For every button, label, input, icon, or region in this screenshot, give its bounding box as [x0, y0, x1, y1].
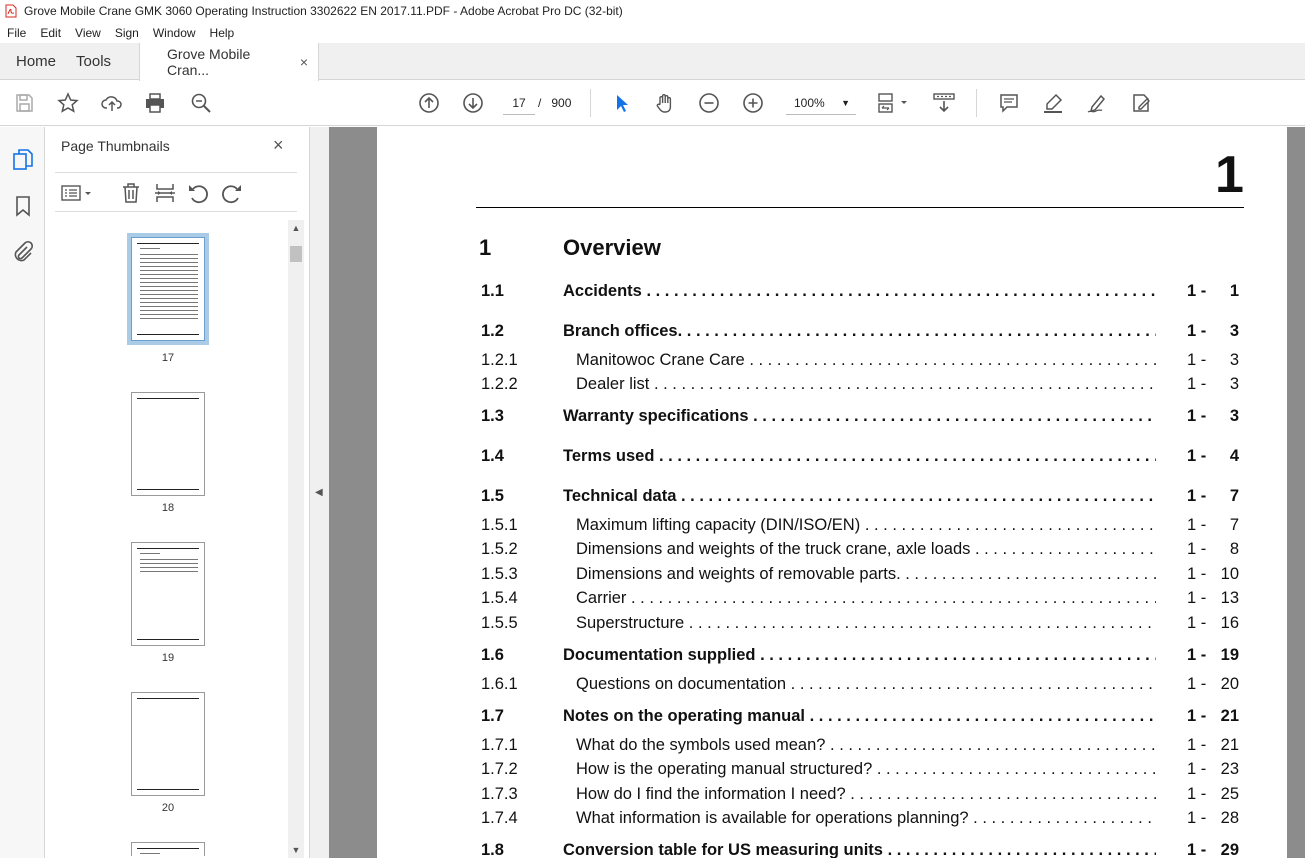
close-tab-icon[interactable]: ×	[299, 54, 309, 70]
toc-entry-page: 3	[1229, 407, 1239, 425]
comment-icon[interactable]	[997, 91, 1021, 115]
toc-entry[interactable]	[481, 785, 1241, 805]
toc-entry-page: 3	[1229, 322, 1239, 340]
toc-entry-title: Carrier . . .	[576, 589, 1156, 608]
toc-entry-title: Terms used . . .	[563, 447, 1156, 466]
toc-entry-page: 25	[1220, 785, 1239, 803]
thumbnail-label: 17	[161, 352, 175, 364]
toc-entry-title: Warranty specifications . . .	[563, 407, 1156, 426]
chapter-rule	[476, 207, 1244, 208]
toc-entry-title: Dimensions and weights of the truck crane, axle loads . . .	[576, 540, 1156, 559]
window-title: Grove Mobile Crane GMK 3060 Operating Instruction 3302622 EN 2017.11.PDF - Adobe Acrobat Pro DC (32-bit)	[24, 4, 623, 18]
highlight-pen-icon[interactable]	[1041, 91, 1065, 115]
toc-entry[interactable]	[481, 614, 1241, 634]
toc-entry-number: 1.5.1	[481, 516, 518, 534]
toc-entry[interactable]	[481, 487, 1241, 507]
toc-entry-number: 1.2.1	[481, 351, 518, 369]
toc-entry-title: Superstructure . . .	[576, 614, 1156, 633]
rotate-counterclockwise-icon[interactable]	[186, 181, 210, 205]
thumbnail-rule	[137, 848, 199, 849]
toc-entry-chapter: 1 -	[1187, 487, 1207, 505]
navigation-rail	[0, 127, 45, 858]
toc-entry-page: 13	[1220, 589, 1239, 607]
toc-entry-title: What do the symbols used mean? . . .	[576, 736, 1156, 755]
toc-entry-number: 1.2	[481, 322, 504, 340]
toc-entry-number: 1.5.2	[481, 540, 518, 558]
toc-entry-title: Manitowoc Crane Care . . .	[576, 351, 1156, 370]
thumbnail-text-line	[140, 853, 160, 854]
thumbnail-rule	[137, 243, 199, 244]
toc-entry[interactable]	[481, 322, 1241, 342]
menu-edit[interactable]: Edit	[40, 25, 62, 40]
toc-entry-number: 1.8	[481, 841, 504, 858]
toc-entry-number: 1.6	[481, 646, 504, 664]
menu-help[interactable]: Help	[209, 25, 235, 40]
thumbnail-text-line	[140, 314, 198, 315]
thumbnail-rule	[137, 698, 199, 699]
tab-home[interactable]	[0, 43, 72, 79]
toolbar-divider	[976, 89, 977, 117]
toc-entry-title: Documentation supplied . . .	[563, 646, 1156, 665]
thumbnail-text-line	[140, 258, 198, 259]
tab-document[interactable]	[139, 43, 319, 81]
toc-entry-number: 1.3	[481, 407, 504, 425]
thumbnail-label: 18	[161, 502, 175, 514]
page-fit-dropdown-icon[interactable]	[876, 91, 910, 115]
zoom-level-value: 100%	[794, 96, 825, 110]
thumbnail-rule	[137, 789, 199, 790]
bookmarks-icon[interactable]	[11, 194, 35, 218]
toc-entry-number: 1.5.4	[481, 589, 518, 607]
toc-entry-page: 3	[1229, 375, 1239, 393]
save-icon[interactable]	[12, 91, 36, 115]
tab-bar	[0, 43, 1305, 80]
toc-entry-page: 19	[1220, 646, 1239, 664]
scrollbar-thumb[interactable]	[290, 246, 302, 262]
toc-entry-title: Maximum lifting capacity (DIN/ISO/EN) . . .	[576, 516, 1156, 535]
pdf-page	[377, 127, 1287, 858]
toc-entry-chapter: 1 -	[1187, 614, 1207, 632]
toc-entry-chapter: 1 -	[1187, 646, 1207, 664]
page-count	[538, 91, 571, 115]
thumbnail-rule	[137, 489, 199, 490]
thumbnail-text-line	[140, 298, 198, 299]
panel-splitter[interactable]	[310, 127, 329, 858]
toc-entry-page: 28	[1220, 809, 1239, 827]
toc-entry-number: 1.5	[481, 487, 504, 505]
scroll-up-icon[interactable]: ▲	[291, 223, 301, 233]
toc-entry-chapter: 1 -	[1187, 785, 1207, 803]
toc-entry-chapter: 1 -	[1187, 516, 1207, 534]
thumbnail-list	[57, 220, 287, 856]
toc-entry-page: 29	[1220, 841, 1239, 858]
menu-sign[interactable]: Sign	[114, 25, 139, 40]
thumbnail-text-line	[140, 286, 198, 287]
tab-home-label: Home	[16, 52, 57, 70]
toc-entry-chapter: 1 -	[1187, 707, 1207, 725]
toc-entry-chapter: 1 -	[1187, 589, 1207, 607]
toolbar-divider	[590, 89, 591, 117]
toc-entry-chapter: 1 -	[1187, 540, 1207, 558]
attachments-icon[interactable]	[11, 240, 35, 264]
toc-entry[interactable]	[481, 760, 1241, 780]
acrobat-pdf-icon	[4, 4, 18, 18]
toc-entry-title: Questions on documentation . . .	[576, 675, 1156, 694]
toc-entry-chapter: 1 -	[1187, 407, 1207, 425]
toc-entry-page: 16	[1220, 614, 1239, 632]
thumbnail-text-line	[140, 567, 198, 568]
toc-entry-title: Dimensions and weights of removable parts. . . .	[576, 565, 1156, 584]
toc-entry-title: How is the operating manual structured? . . .	[576, 760, 1156, 779]
toc-entry-chapter: 1 -	[1187, 841, 1207, 858]
toc-entry-number: 1.1	[481, 282, 504, 300]
toc-entry-number: 1.6.1	[481, 675, 518, 693]
thumbnail-page[interactable]	[131, 842, 205, 856]
thumbnail-scrollbar[interactable]	[288, 220, 304, 858]
thumbnail-text-line	[140, 274, 198, 275]
toc-entry[interactable]	[481, 516, 1241, 536]
total-pages: 900	[551, 96, 572, 110]
thumbnail-text-line	[140, 559, 198, 560]
next-page-icon[interactable]	[461, 91, 485, 115]
thumbnail-text-line	[140, 248, 160, 249]
page-thumbnails-icon[interactable]	[11, 148, 35, 172]
toc-entry-page: 21	[1220, 736, 1239, 754]
toc-entry[interactable]	[481, 407, 1241, 427]
panel-title: Page Thumbnails	[61, 138, 170, 154]
thumbnail-text-line	[140, 290, 198, 291]
toc-entry[interactable]	[481, 282, 1241, 302]
page-thumbnails-panel	[45, 127, 310, 858]
toc-entry-chapter: 1 -	[1187, 282, 1207, 300]
toc-entry-title: Accidents . . .	[563, 282, 1156, 301]
menu-window[interactable]: Window	[152, 25, 196, 40]
toc-entry[interactable]	[481, 540, 1241, 560]
main-toolbar	[0, 81, 1305, 126]
page-number-input[interactable]: 17	[503, 91, 535, 115]
toc-entry-title: How do I find the information I need? . . .	[576, 785, 1156, 804]
thumbnail-page-18[interactable]	[131, 392, 205, 496]
toc-entry-chapter: 1 -	[1187, 675, 1207, 693]
toc-entry-number: 1.4	[481, 447, 504, 465]
upload-cloud-icon[interactable]	[100, 91, 124, 115]
toc-entry[interactable]	[481, 809, 1241, 829]
toc-entry-page: 1	[1229, 282, 1239, 300]
toc-entry-page: 7	[1229, 516, 1239, 534]
scroll-mode-icon[interactable]	[932, 91, 956, 115]
toc-entry-number: 1.7.3	[481, 785, 518, 803]
chapter-heading-number: 1	[479, 235, 492, 260]
toc-entry-chapter: 1 -	[1187, 565, 1207, 583]
toc-entry-title: Conversion table for US measuring units . . .	[563, 841, 1156, 858]
thumbnail-text-line	[140, 310, 198, 311]
toc-entry-chapter: 1 -	[1187, 736, 1207, 754]
toc-entry-page: 3	[1229, 351, 1239, 369]
chapter-heading-title: Overview	[563, 235, 661, 260]
thumbnail-text-line	[140, 266, 198, 267]
print-icon[interactable]	[143, 91, 167, 115]
toc-entry-page: 4	[1229, 447, 1239, 465]
insert-page-icon[interactable]	[153, 181, 177, 205]
toc-entry-chapter: 1 -	[1187, 760, 1207, 778]
toc-entry-title: Dealer list . . .	[576, 375, 1156, 394]
zoom-in-icon[interactable]	[741, 91, 765, 115]
thumbnail-rule	[137, 398, 199, 399]
zoom-level-select[interactable]	[786, 91, 856, 115]
toc-entry-title: Notes on the operating manual . . .	[563, 707, 1156, 726]
thumbnail-text-line	[140, 571, 198, 572]
toc-entry-chapter: 1 -	[1187, 322, 1207, 340]
zoom-search-icon[interactable]	[189, 91, 213, 115]
sign-pen-icon[interactable]	[1085, 91, 1109, 115]
page-separator: /	[538, 96, 542, 110]
tab-tools[interactable]	[72, 43, 127, 79]
toc-entry-page: 21	[1220, 707, 1239, 725]
thumbnail-text-line	[140, 553, 160, 554]
delete-trash-icon[interactable]	[119, 181, 143, 205]
toc-entry-number: 1.5.3	[481, 565, 518, 583]
panel-toolbar	[55, 172, 297, 212]
options-menu-icon[interactable]	[61, 181, 93, 205]
scroll-down-icon[interactable]: ▼	[291, 845, 301, 855]
collapse-panel-icon[interactable]: ◀	[315, 487, 323, 498]
hand-tool-icon[interactable]	[653, 91, 677, 115]
toc-entry[interactable]	[481, 707, 1241, 727]
thumbnail-page-17[interactable]	[131, 237, 205, 341]
rotate-clockwise-icon[interactable]	[220, 181, 244, 205]
thumbnail-label: 19	[161, 652, 175, 664]
thumbnail-rule	[137, 548, 199, 549]
toc-entry[interactable]	[481, 447, 1241, 467]
toc-entry-page: 7	[1229, 487, 1239, 505]
menu-file[interactable]: File	[7, 25, 27, 40]
toc-entry-chapter: 1 -	[1187, 809, 1207, 827]
toc-entry-number: 1.7	[481, 707, 504, 725]
thumbnail-text-line	[140, 318, 198, 319]
thumbnail-label: 20	[161, 802, 175, 814]
document-view	[329, 127, 1305, 858]
thumbnail-text-line	[140, 270, 198, 271]
menu-view[interactable]: View	[75, 25, 101, 40]
toc-entry[interactable]	[481, 675, 1241, 695]
previous-page-icon[interactable]	[417, 91, 441, 115]
tab-tools-label: Tools	[76, 52, 112, 70]
toc-entry-title: What information is available for operations planning? . . .	[576, 809, 1156, 828]
thumbnail-text-line	[140, 278, 198, 279]
toc-entry-number: 1.7.2	[481, 760, 518, 778]
toc-entry[interactable]	[481, 646, 1241, 666]
select-cursor-icon[interactable]	[609, 91, 633, 115]
toc-entry[interactable]	[481, 736, 1241, 756]
close-icon[interactable]: ×	[273, 135, 284, 155]
toc-entry[interactable]	[481, 841, 1241, 858]
toc-entry-chapter: 1 -	[1187, 351, 1207, 369]
thumbnail-text-line	[140, 262, 198, 263]
toc-entry-number: 1.7.4	[481, 809, 518, 827]
thumbnail-text-line	[140, 254, 198, 255]
toc-entry[interactable]	[481, 589, 1241, 609]
toc-entry[interactable]	[481, 565, 1241, 585]
thumbnail-text-line	[140, 306, 198, 307]
fill-sign-icon[interactable]	[1129, 91, 1153, 115]
tab-document-label: Grove Mobile Cran...	[167, 46, 251, 78]
menu-bar	[0, 22, 1305, 43]
toc-entry-title: Branch offices. . . .	[563, 322, 1156, 341]
bookmark-star-icon[interactable]	[56, 91, 80, 115]
toc-entry[interactable]	[481, 375, 1241, 395]
toc-entry-page: 8	[1229, 540, 1239, 558]
thumbnail-page-19[interactable]	[131, 542, 205, 646]
toc-entry-number: 1.7.1	[481, 736, 518, 754]
thumbnail-rule	[137, 639, 199, 640]
title-bar	[0, 0, 1305, 22]
thumbnail-rule	[137, 334, 199, 335]
toc-entry-title: Technical data . . .	[563, 487, 1156, 506]
toc-entry-page: 10	[1220, 565, 1239, 583]
thumbnail-text-line	[140, 302, 198, 303]
thumbnail-text-line	[140, 563, 198, 564]
thumbnail-text-line	[140, 282, 198, 283]
thumbnail-page-20[interactable]	[131, 692, 205, 796]
chevron-down-icon: ▼	[841, 98, 850, 108]
toc-entry-number: 1.5.5	[481, 614, 518, 632]
toc-entry-chapter: 1 -	[1187, 375, 1207, 393]
toc-entry-number: 1.2.2	[481, 375, 518, 393]
toc-entry-chapter: 1 -	[1187, 447, 1207, 465]
thumbnail-text-line	[140, 294, 198, 295]
toc-entry-page: 23	[1220, 760, 1239, 778]
toc-entry[interactable]	[481, 351, 1241, 371]
toc-entry-page: 20	[1220, 675, 1239, 693]
chapter-number: 1	[1215, 146, 1244, 204]
zoom-out-icon[interactable]	[697, 91, 721, 115]
